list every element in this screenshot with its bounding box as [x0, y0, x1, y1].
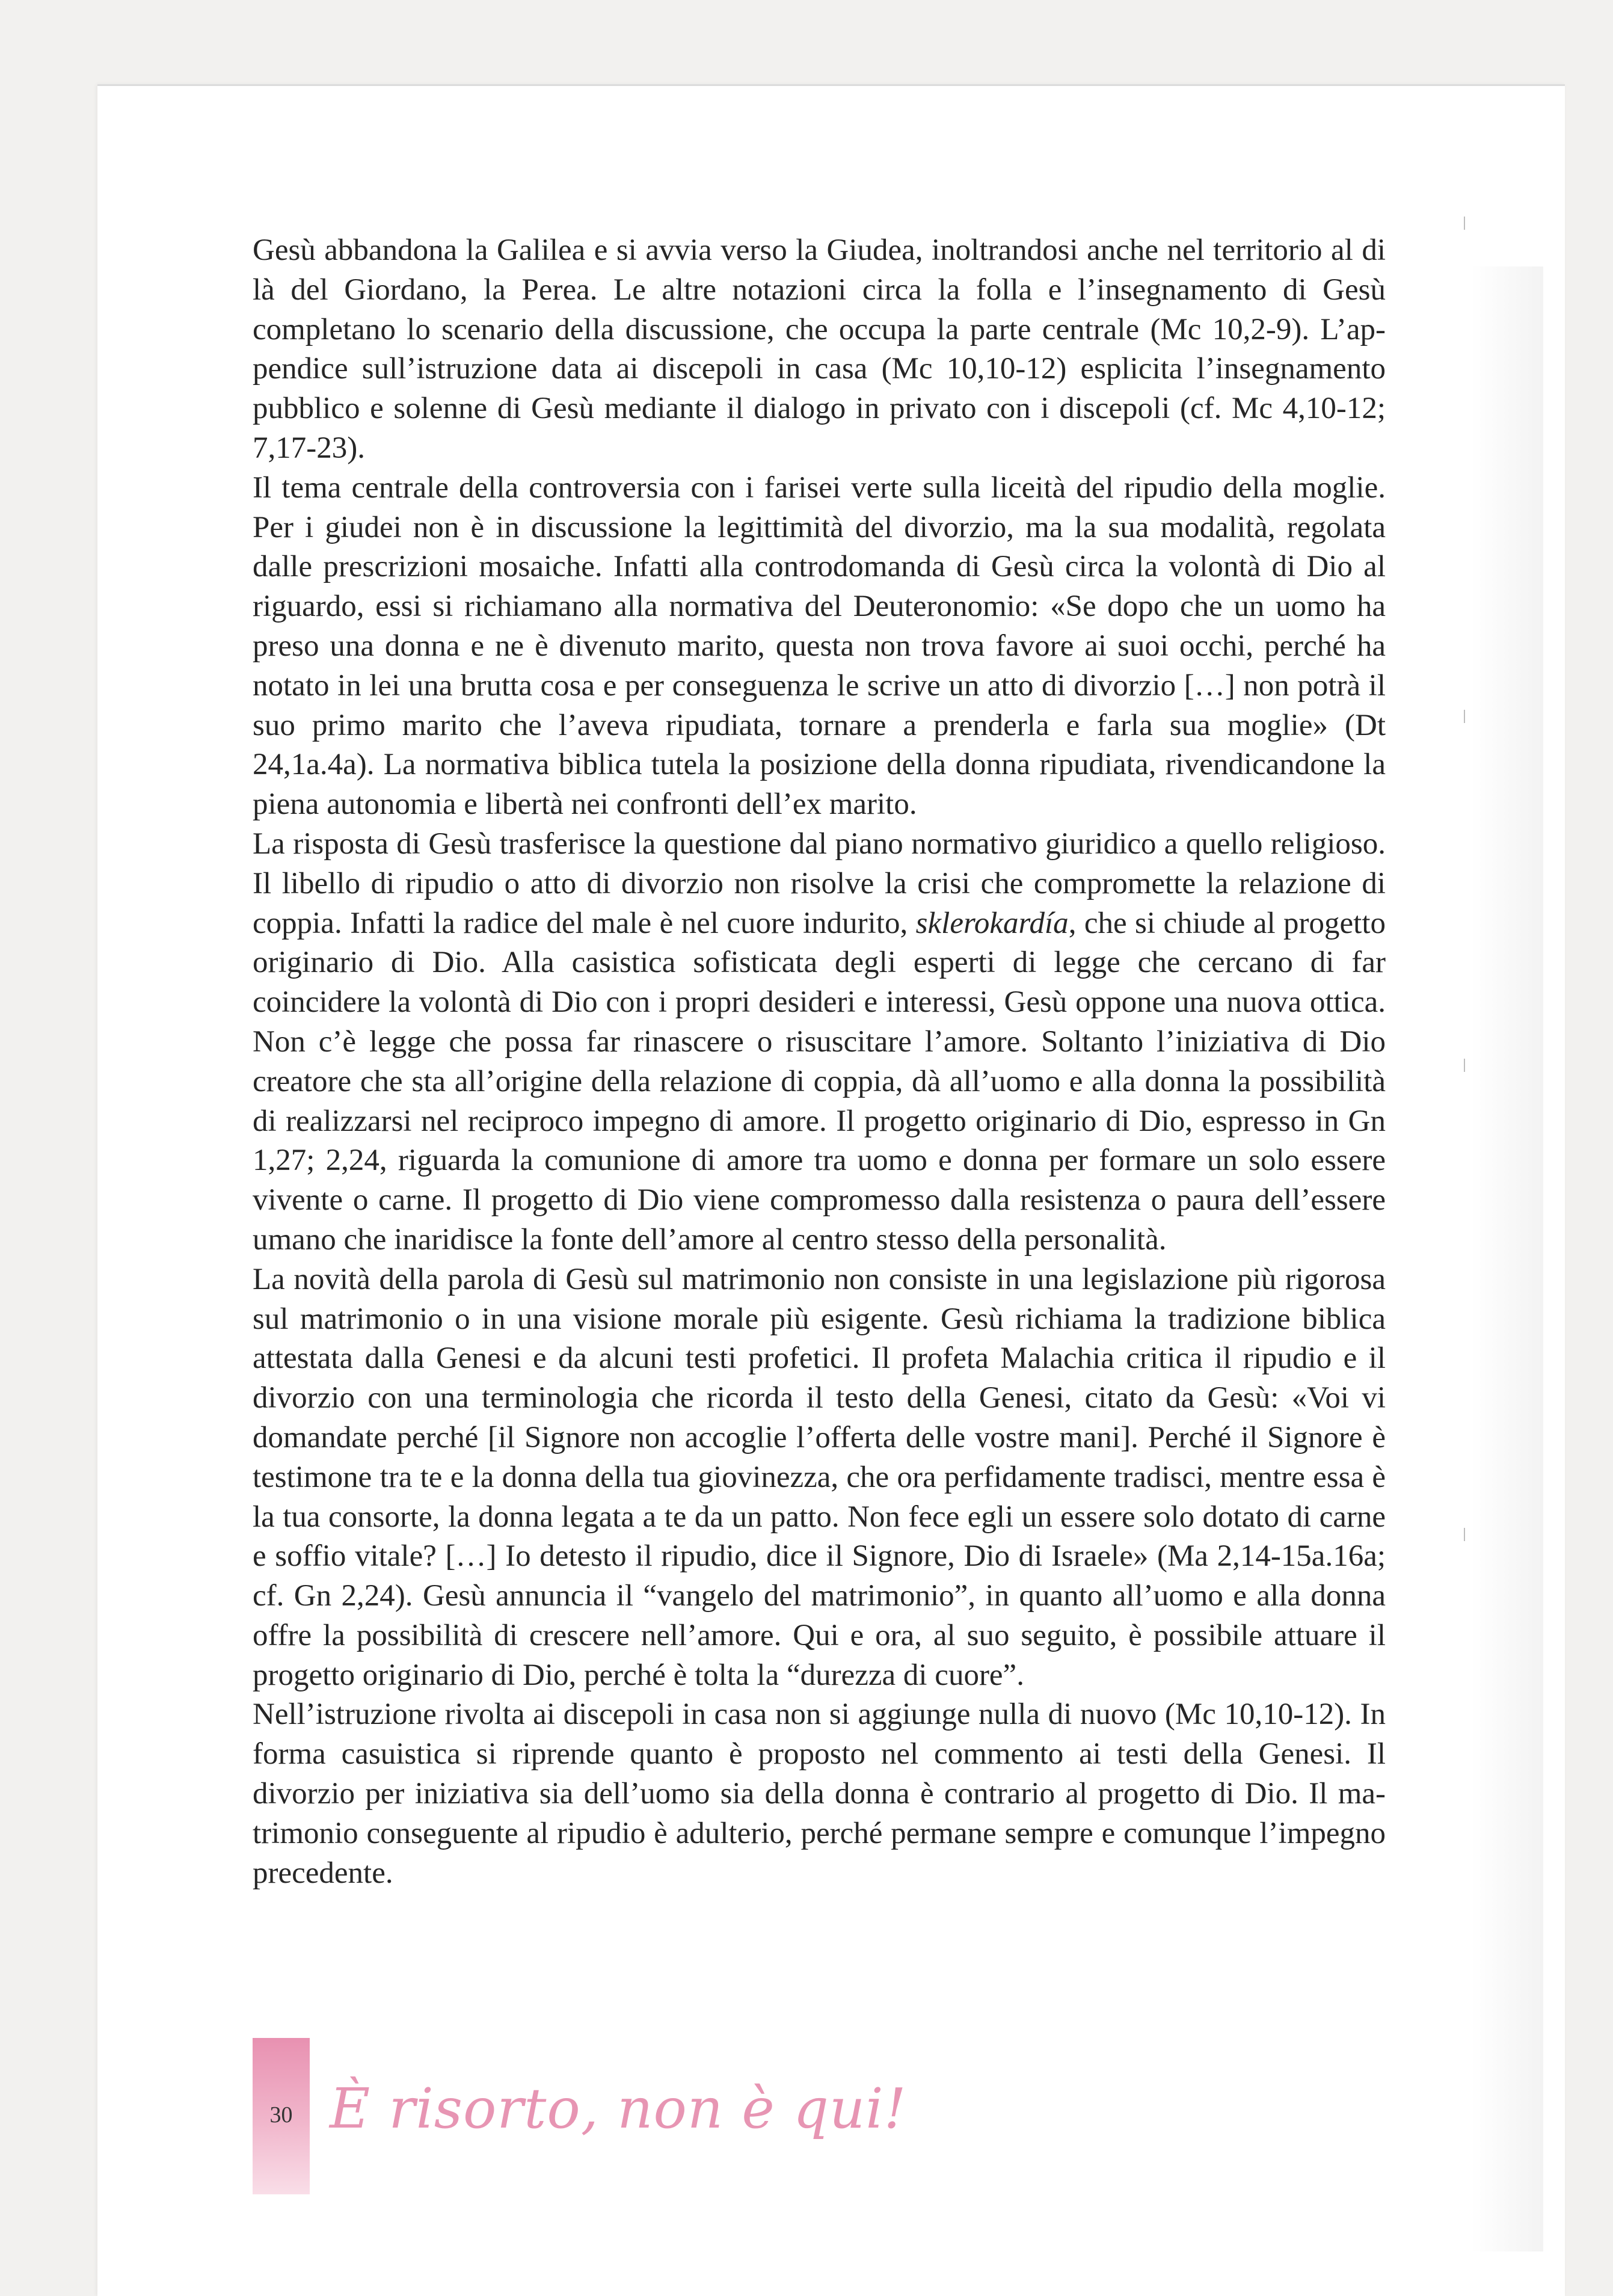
- paragraph-5: Nell’istruzione rivolta ai discepoli in casa non si aggiunge nulla di nuovo (Mc 10,10-12). In forma casuistica si riprende quanto è proposto nel commento ai testi della Genesi. Il divorzio per iniziativa sia dell’uomo sia della donna è contrario al progetto di Dio. Il matrimonio conseguente al ripudio è adulterio, perché permane sempre e comunque l’impegno precedente.: [253, 1697, 1386, 1890]
- page-footer: [253, 2038, 1095, 2194]
- paragraph-2: Il tema centrale della controversia con i farisei verte sulla liceità del ripudio della moglie. Per i giudei non è in discussione la legittimità del divorzio, ma la sua modalità, regolata dalle prescrizioni mosaiche. Infatti alla controdomanda di Gesù circa la volontà di Dio al riguardo, essi si richiamano alla normativa del Deuteronomio: «Se dopo che un uomo ha preso una donna e ne è divenuto marito, questa non trova favore ai suoi occhi, perché ha notato in lei una brutta cosa e per conseguenza le scrive un atto di divorzio […] non potrà il suo primo marito che l’aveva ripudiata, tornare a prenderla e farla sua moglie» (Dt 24,1a.4a). La normativa biblica tutela la posizione della donna ripudiata, rivendicandone la piena autonomia e libertà nei confronti dell’ex marito.: [253, 470, 1386, 822]
- paragraph-1: Gesù abbandona la Galilea e si avvia verso la Giudea, inoltrandosi anche nel territorio al di là del Giordano, la Perea. Le altre notazioni circa la folla e l’insegnamento di Gesù completano lo scenario della discussione, che occupa la parte centrale (Mc 10,2-9). L’appendice sull’istruzione data ai discepoli in casa (Mc 10,10-12) esplicita l’insegnamento pubblico e solenne di Gesù mediante il dialogo in privato con i discepoli (cf. Mc 4,10-12; 7,17-23).: [253, 233, 1386, 465]
- paragraph-3-part-a: La risposta di Gesù trasferisce la questione dal piano normativo giuridico a quello religioso. Il libello di ripudio o atto di divorzio non risolve la crisi che compromette la relazione di coppia. Infatti la radice del male è nel cuore indurito,: [253, 826, 1386, 940]
- running-title: È risorto, non è qui!: [330, 2076, 907, 2141]
- margin-mark: [1464, 217, 1465, 230]
- greek-term: sklerokardía: [915, 906, 1069, 940]
- show-through-shadow: [1471, 266, 1543, 2251]
- article-body: [253, 231, 1386, 1893]
- margin-mark: [1464, 710, 1465, 723]
- paragraph-4: La novità della parola di Gesù sul matrimonio non consiste in una legislazione più rigorosa sul matrimonio o in una visione morale più esigente. Gesù richiama la tradizione biblica attestata dalla Genesi e da alcuni testi profetici. Il profeta Malachia critica il ripudio e il divorzio con una terminologia che ricorda il testo della Genesi, citato da Gesù: «Voi vi domandate perché [il Signore non accoglie l’offerta delle vostre mani]. Perché il Signore è testimone tra te e la donna della tua giovinezza, che ora perfidamente tradisci, mentre essa è la tua consorte, la donna legata a te da un patto. Non fece egli un essere solo dotato di carne e soffio vitale? […] Io detesto il ripudio, dice il Signore, Dio di Israele» (Ma 2,14-15a.16a; cf. Gn 2,24). Gesù annuncia il “vangelo del matrimonio”, in quanto all’uomo e alla donna offre la possibilità di crescere nell’amore. Qui e ora, al suo seguito, è possibile attuare il progetto originario di Dio, perché è tolta la “durezza di cuore”.: [253, 1262, 1386, 1692]
- paragraph-3: [253, 825, 1386, 1260]
- margin-mark: [1464, 1059, 1465, 1072]
- paragraph-3-part-b: , che si chiude al progetto originario di Dio. Alla casistica sofisticata degli esperti di legge che cercano di far coincidere la volontà di Dio con i propri desideri e interessi, Gesù oppone una nuova ottica. Non c’è legge che possa far rinascere o risuscitare l’amore. Soltanto l’iniziativa di Dio creatore che sta all’origine della relazione di coppia, dà all’uomo e alla donna la possibilità di realizzarsi nel reciproco impegno di amore. Il progetto originario di Dio, espresso in Gn 1,27; 2,24, riguarda la comunione di amore tra uomo e donna per formare un solo essere vivente o carne. Il progetto di Dio viene compromesso dalla resistenza o paura dell’essere umano che inaridisce la fonte dell’amore al centro stesso della personalità.: [253, 906, 1386, 1257]
- margin-mark: [1464, 1528, 1465, 1541]
- page-number: 30: [269, 2102, 293, 2128]
